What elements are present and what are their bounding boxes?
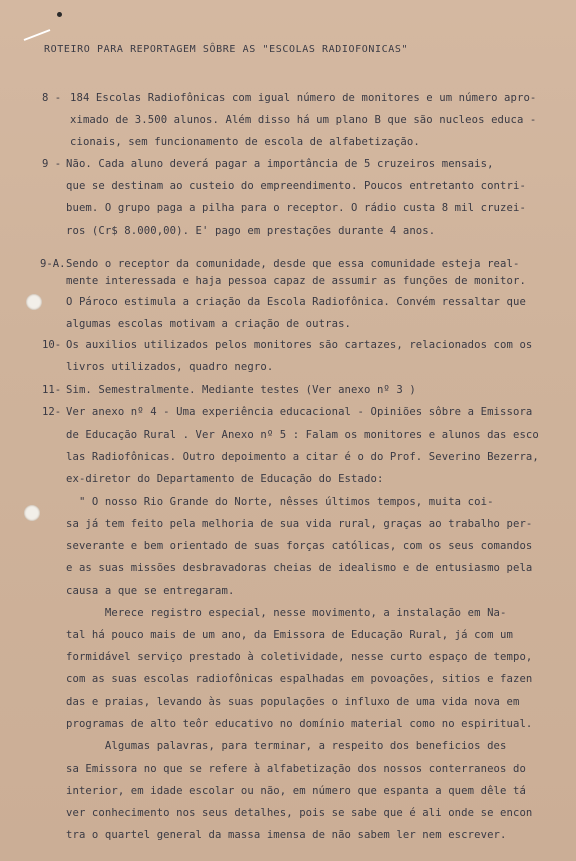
paragraph-line: severante e bem orientado de suas forças católicas, com os seus comandos — [66, 540, 533, 552]
paragraph-line: Os auxilios utilizados pelos monitores são cartazes, relacionados com os — [66, 339, 533, 351]
paragraph-line: interior, em idade escolar ou não, em número que espanta a quem dêle tá — [66, 785, 526, 797]
punch-hole — [24, 505, 40, 521]
paragraph-line: buem. O grupo paga a pilha para o receptor. O rádio custa 8 mil cruzei- — [66, 202, 526, 214]
paragraph-line: O Pároco estimula a criação da Escola Radiofônica. Convém ressaltar que — [66, 296, 526, 308]
paragraph-line: Ver anexo nº 4 - Uma experiência educacional - Opiniões sôbre a Emissora — [66, 406, 533, 418]
item-number: 9 - — [42, 158, 62, 170]
paragraph-line: sa já tem feito pela melhoria de sua vida rural, graças ao trabalho per- — [66, 518, 533, 530]
ink-dot — [57, 12, 62, 17]
paragraph-line: de Educação Rural . Ver Anexo nº 5 : Falam os monitores e alunos das esco — [66, 429, 539, 441]
paragraph-line: Sendo o receptor da comunidade, desde que essa comunidade esteja real- — [66, 258, 520, 270]
paragraph-line: tal há pouco mais de um ano, da Emissora de Educação Rural, já com um — [66, 629, 513, 641]
paragraph-line: Merece registro especial, nesse movimento, a instalação em Na- — [66, 607, 507, 619]
item-number: 12- — [42, 406, 62, 418]
paragraph-line: das e praias, levando às suas populações o influxo de uma vida nova em — [66, 696, 520, 708]
item-number: 11- — [42, 384, 62, 396]
paragraph-line: tra o quartel general da massa imensa de não sabem ler nem escrever. — [66, 829, 507, 841]
paragraph-line: cionais, sem funcionamento de escola de alfabetização. — [70, 136, 420, 148]
paragraph-line: livros utilizados, quadro negro. — [66, 361, 274, 373]
paragraph-line: ximado de 3.500 alunos. Além disso há um plano B que são nucleos educa - — [70, 114, 537, 126]
pencil-mark — [22, 28, 52, 42]
paragraph-line: las Radiofônicas. Outro depoimento a citar é o do Prof. Severino Bezerra, — [66, 451, 539, 463]
paragraph-line: sa Emissora no que se refere à alfabetização dos nossos conterraneos do — [66, 763, 526, 775]
item-number: 9-A. — [40, 258, 66, 270]
document-title: ROTEIRO PARA REPORTAGEM SÔBRE AS "ESCOLAS RADIOFONICAS" — [44, 44, 409, 55]
punch-hole — [26, 294, 42, 310]
item-number: 8 - — [42, 92, 62, 104]
item-number: 10- — [42, 339, 62, 351]
paragraph-line: ros (Cr$ 8.000,00). E' pago em prestações durante 4 anos. — [66, 225, 436, 237]
paragraph-line: programas de alto teôr educativo no domínio material como no espiritual. — [66, 718, 533, 730]
paragraph-line: com as suas escolas radiofônicas espalhadas em povoações, sitios e fazen — [66, 673, 533, 685]
paragraph-line: " O nosso Rio Grande do Norte, nêsses últimos tempos, muita coi- — [66, 496, 494, 508]
paragraph-line: algumas escolas motivam a criação de outras. — [66, 318, 352, 330]
paragraph-line: Algumas palavras, para terminar, a respeito dos beneficios des — [66, 740, 507, 752]
paragraph-line: Sim. Semestralmente. Mediante testes (Ver anexo nº 3 ) — [66, 384, 416, 396]
paragraph-line: 184 Escolas Radiofônicas com igual número de monitores e um número apro- — [70, 92, 537, 104]
paragraph-line: e as suas missões desbravadoras cheias de idealismo e de entusiasmo pela — [66, 562, 533, 574]
paragraph-line: formidável serviço prestado à coletividade, nesse curto espaço de tempo, — [66, 651, 533, 663]
paragraph-line: ex-diretor do Departamento de Educação do Estado: — [66, 473, 384, 485]
paragraph-line: que se destinam ao custeio do empreendimento. Poucos entretanto contri- — [66, 180, 526, 192]
paragraph-line: ver conhecimento nos seus detalhes, pois se sabe que é ali onde se encon — [66, 807, 533, 819]
paragraph-line: Não. Cada aluno deverá pagar a importância de 5 cruzeiros mensais, — [66, 158, 494, 170]
paragraph-line: mente interessada e haja pessoa capaz de assumir as funções de monitor. — [66, 275, 526, 287]
paragraph-line: causa a que se entregaram. — [66, 585, 235, 597]
